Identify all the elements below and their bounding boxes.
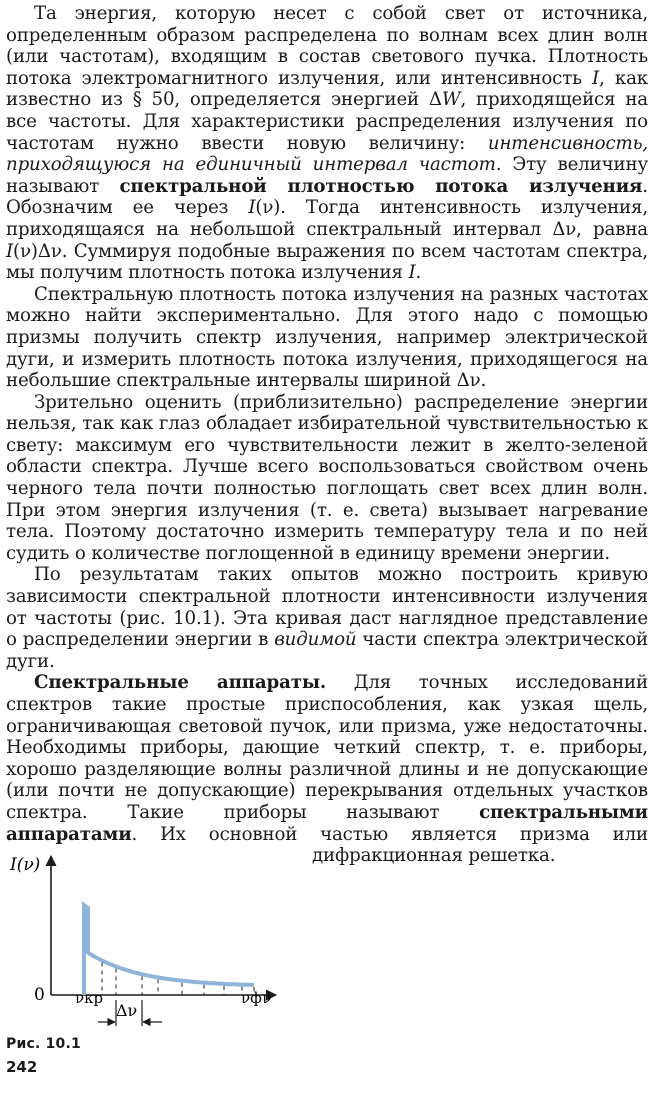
figure-10-1 [6, 850, 314, 1118]
nu-kr-label: νкр [75, 989, 104, 1007]
paragraph-3: Зрительно оценить (приблизительно) распределение энергии нельзя, так как глаз обладает избирательной чувствительностью к свету: максимум его чувствительности лежит в желто-зеленой области спектра. Лучше всего воспользоваться свойством очень черного тела почти полностью поглощать свет всех длин волн. При этом энергия излучения (т. е. света) вызывает нагревание тела. Поэтому достаточно измерить температуру тела и по ней судить о количестве поглощенной в единицу времени энергии. [6, 391, 648, 564]
figure-caption: Рис. 10.1 [6, 1036, 81, 1052]
paragraph-1: Та энергия, которую несет с собой свет от источника, определенным образом распределена по волнам всех длин волн (или частотам), входящим в состав светового пучка. Плотность потока электромагнитного излучения, или интенсивность I, как известно из § 50, определяется энергией ΔW, приходящейся на все частоты. Для характеристики распределения излучения по частотам нужно ввести новую величину: интенсивность, приходящуюся на единичный интервал частот. Эту величину называют спектральной плотностью потока излучения. Обозначим ее через I(ν). Тогда интенсивность излучения, приходящаяся на небольшой спектральный интервал Δν, равна I(ν)Δν. Суммируя подобные выражения по всем частотам спектра, мы получим плотность потока излучения I. [6, 3, 649, 284]
page-number: 242 [6, 1058, 38, 1076]
spectral-density-plot [6, 850, 314, 1096]
nu-f-label: νф [241, 989, 262, 1007]
origin-label: 0 [34, 985, 45, 1005]
y-axis-label: I(ν) [10, 855, 41, 875]
spectral-curve [84, 905, 254, 995]
delta-nu-label: Δν [116, 1001, 138, 1020]
paragraph-4: По результатам таких опытов можно построить кривую зависимости спектральной плотности интенсивности излучения от частоты (рис. 10.1). Эта кривая даст наглядное представление о распределении энергии в видимой части спектра электрической дуги. [6, 564, 648, 672]
paragraph-2: Спектральную плотность потока излучения на разных частотах можно найти экспериментально. Для этого надо с помощью призмы получить спектр излучения, например электрической дуги, и измерить плотность потока излучения, приходящегося на небольшие спектральные интервалы шириной Δν. [6, 283, 648, 392]
x-axis-label: ν [262, 988, 272, 1007]
interval-dashes [84, 952, 254, 995]
paragraph-5: Спектральные аппараты. Для точных исследований спектров такие простые приспособления, как узкая щель, ограничивающая световой пучок, или призма, уже недостаточны. Необходимы приборы, дающие четкий спектр, т. е. приборы, хорошо разделяющие волны различной длины и не допускающие (или почти не допускающие) перекрывания отдельных участков спектра. Такие приборы называют спектральными аппаратами. Их основной частью является призма или дифракционная решетка. [6, 672, 648, 866]
